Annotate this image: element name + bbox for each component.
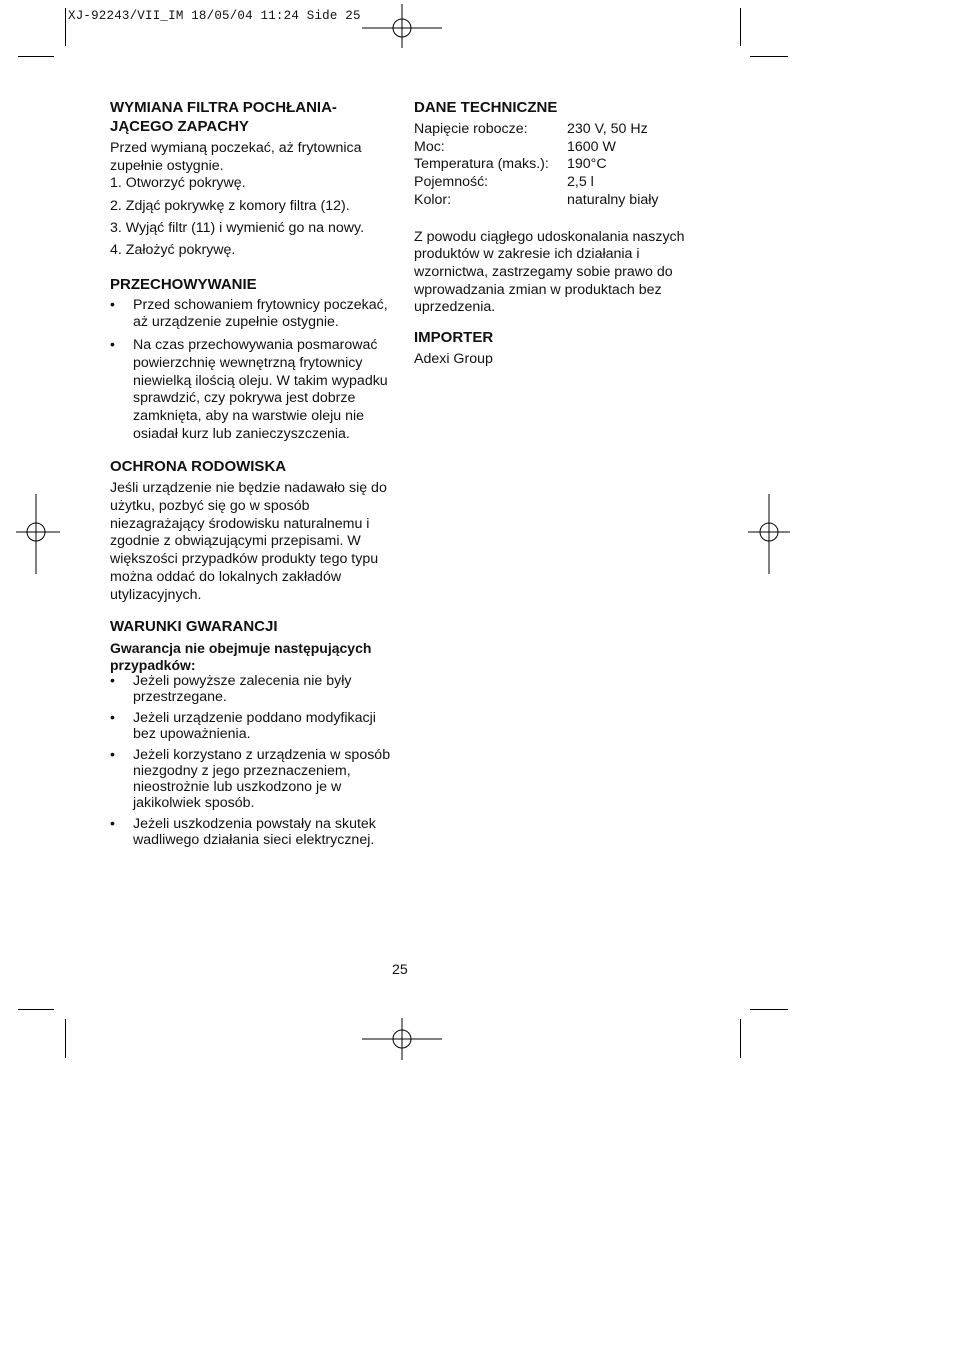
storage-bullet: • Przed schowaniem frytownicy poczekać, aż urządzenie zupełnie ostygnie. <box>110 297 392 332</box>
filter-step: 3. Wyjąć filtr (11) i wymienić go na nowy. <box>110 219 365 236</box>
spec-value: 1600 W <box>567 138 616 155</box>
spec-label: Moc: <box>414 138 445 155</box>
warranty-list <box>110 673 392 848</box>
environment-heading: OCHRONA RODOWISKA <box>110 458 287 476</box>
spec-label: Temperatura (maks.): <box>414 156 549 173</box>
specs-row <box>414 192 659 210</box>
warranty-bullet: • Jeżeli urządzenie poddano modyfikacji bez upoważnienia. <box>110 710 392 742</box>
registration-mark-left <box>16 494 60 574</box>
spec-value: naturalny biały <box>567 191 659 208</box>
storage-heading: PRZECHOWYWANIE <box>110 275 257 293</box>
registration-mark-top <box>362 4 442 48</box>
storage-section <box>110 275 392 444</box>
specs-row <box>414 174 659 192</box>
left-column <box>110 98 392 848</box>
print-slug: XJ-92243/VII_IM 18/05/04 11:24 Side 25 <box>68 9 361 23</box>
spec-value: 2,5 l <box>567 174 594 191</box>
storage-list <box>110 297 392 444</box>
spec-label: Pojemność: <box>414 174 489 191</box>
filter-intro: Przed wymianą poczekać, aż frytownica zupełnie ostygnie. <box>110 140 362 174</box>
right-column <box>414 98 714 369</box>
importer-section <box>414 328 714 369</box>
warranty-section <box>110 617 392 848</box>
warranty-bullet: • Jeżeli powyższe zalecenia nie były przestrzegane. <box>110 673 392 705</box>
environment-section <box>110 457 392 604</box>
registration-mark-right <box>748 494 792 574</box>
filter-step: 4. Założyć pokrywę. <box>110 242 236 259</box>
registration-mark-bottom <box>362 1018 442 1060</box>
filter-steps <box>110 175 392 259</box>
storage-bullet: • Na czas przechowywania posmarować powierzchnię wewnętrzną frytownicy niewielką ilością oleju. W takim wypadku sprawdzić, czy pokrywa jest dobrze zamknięta, aby na warstwie oleju nie osiadał kurz lub zanieczyszczenia. <box>110 337 392 443</box>
filter-section <box>110 98 392 260</box>
filter-step: 2. Zdjąć pokrywkę z komory filtra (12). <box>110 197 350 214</box>
spec-value: 230 V, 50 Hz <box>567 121 648 137</box>
specs-row <box>414 139 659 157</box>
warranty-heading: WARUNKI GWARANCJI <box>110 618 278 636</box>
warranty-bullet: • Jeżeli korzystano z urządzenia w sposób niezgodny z jego przeznaczeniem, nieostrożnie lub uszkodzono je w jakikolwiek sposób. <box>110 747 392 811</box>
spec-label: Napięcie robocze: <box>414 121 528 137</box>
spec-value: 190°C <box>567 156 607 173</box>
filter-step: 1. Otworzyć pokrywę. <box>110 175 246 192</box>
importer-name: Adexi Group <box>414 351 493 368</box>
importer-heading: IMPORTER <box>414 329 494 347</box>
technical-section <box>414 98 714 317</box>
specs-table <box>414 121 659 210</box>
filter-heading: WYMIANA FILTRA POCHŁANIA- JĄCEGO ZAPACHY <box>110 99 337 135</box>
environment-text: Jeśli urządzenie nie będzie nadawało się do użytku, pozbyć się go w sposób niezagrażający środowisku naturalnemu i zgodnie z obwiązującymi przepisami. W większości przypadków produkty tego typu można oddać do lokalnych zakładów utylizacyjnych. <box>110 480 387 603</box>
specs-row <box>414 121 659 139</box>
spec-label: Kolor: <box>414 191 452 208</box>
specs-row <box>414 156 659 174</box>
warranty-bullet: • Jeżeli uszkodzenia powstały na skutek wadliwego działania sieci elektrycznej. <box>110 816 392 848</box>
warranty-subheading: Gwarancja nie obejmuje następujących przypadków: <box>110 640 372 673</box>
page-number: 25 <box>392 962 408 978</box>
technical-note: Z powodu ciągłego udoskonalania naszych produktów w zakresie ich działania i wzornictwa, zastrzegamy sobie prawo do wprowadzania zmian w produktach bez uprzedzenia. <box>414 228 685 316</box>
technical-heading: DANE TECHNICZNE <box>414 99 558 116</box>
